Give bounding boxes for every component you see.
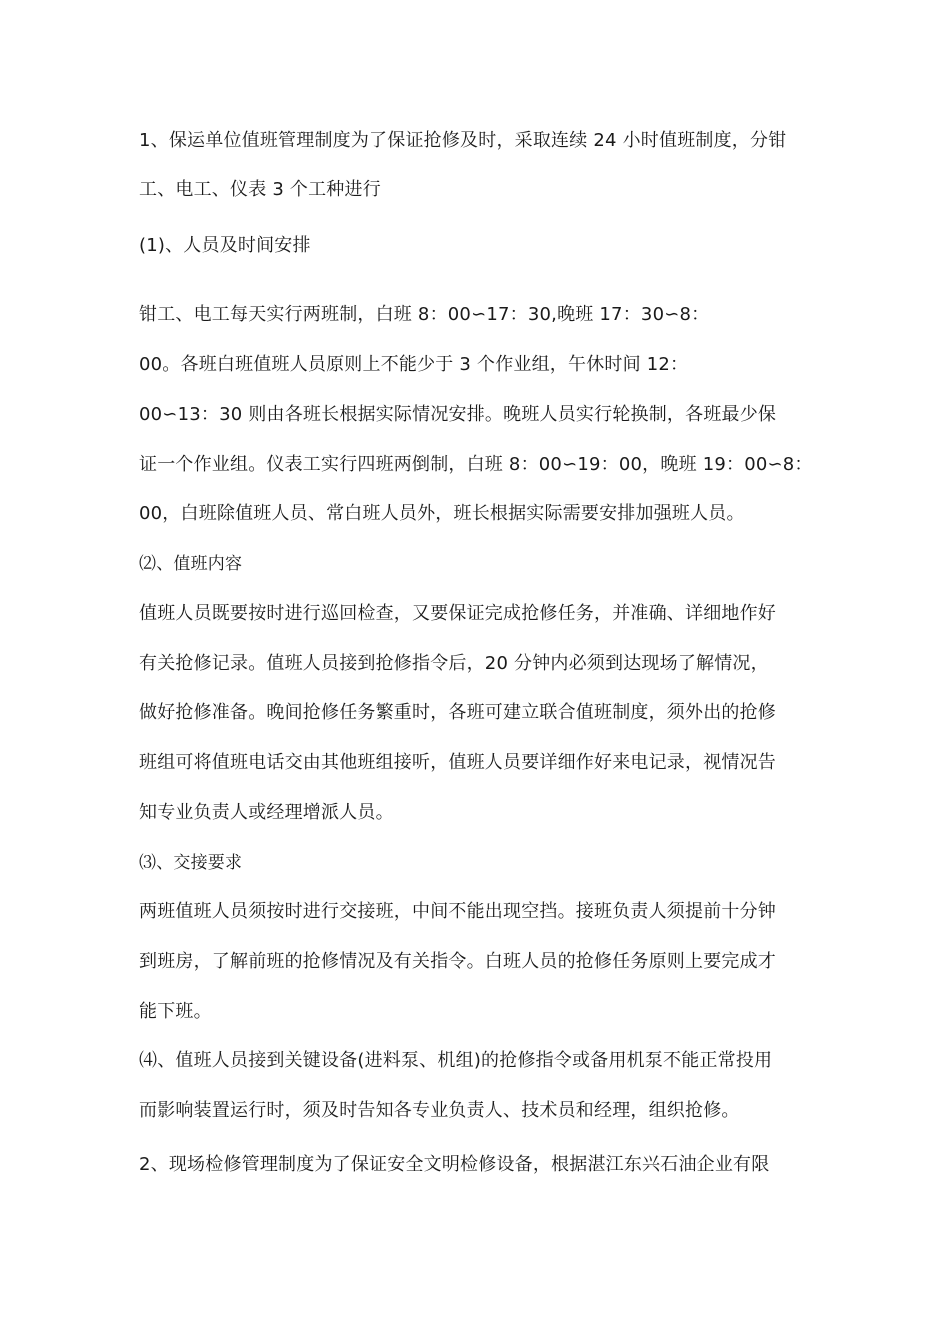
text-line: 班组可将值班电话交由其他班组接听，值班人员要详细作好来电记录，视情况告 <box>139 752 776 773</box>
text-line: 钳工、电工每天实行两班制，白班 8：00∽17：30,晚班 17：30∽8： <box>139 304 710 325</box>
text-line: 知专业负责人或经理增派人员。 <box>139 802 394 823</box>
text-line: 1、保运单位值班管理制度为了保证抢修及时，采取连续 24 小时值班制度，分钳 <box>139 130 787 151</box>
text-line: 两班值班人员须按时进行交接班，中间不能出现空挡。接班负责人须提前十分钟 <box>139 901 776 922</box>
text-line: 到班房，了解前班的抢修情况及有关指令。白班人员的抢修任务原则上要完成才 <box>139 951 776 972</box>
text-line: 00∽13：30 则由各班长根据实际情况安排。晚班人员实行轮换制，各班最少保 <box>139 404 777 425</box>
text-line: 而影响装置运行时，须及时告知各专业负责人、技术员和经理，组织抢修。 <box>139 1100 740 1121</box>
text-line: 00，白班除值班人员、常白班人员外，班长根据实际需要安排加强班人员。 <box>139 503 745 524</box>
section-heading: ⑶、交接要求 <box>139 853 243 873</box>
text-line: 有关抢修记录。值班人员接到抢修指令后，20 分钟内必须到达现场了解情况， <box>139 653 769 674</box>
text-line: 2、现场检修管理制度为了保证安全文明检修设备，根据湛江东兴石油企业有限 <box>139 1154 770 1175</box>
section-heading: (1)、人员及时间安排 <box>139 235 311 256</box>
text-line: 值班人员既要按时进行巡回检查，又要保证完成抢修任务，并准确、详细地作好 <box>139 603 776 624</box>
text-line: 做好抢修准备。晚间抢修任务繁重时，各班可建立联合值班制度，须外出的抢修 <box>139 702 776 723</box>
text-line: 00。各班白班值班人员原则上不能少于 3 个作业组，午休时间 12： <box>139 354 689 375</box>
text-line: 证一个作业组。仪表工实行四班两倒制，白班 8：00∽19：00，晚班 19：00∽8： <box>139 454 813 475</box>
text-line: 工、电工、仪表 3 个工种进行 <box>139 179 381 200</box>
text-line: ⑷、值班人员接到关键设备(进料泵、机组)的抢修指令或备用机泵不能正常投用 <box>139 1050 773 1071</box>
section-heading: ⑵、值班内容 <box>139 554 243 574</box>
text-line: 能下班。 <box>139 1001 212 1022</box>
